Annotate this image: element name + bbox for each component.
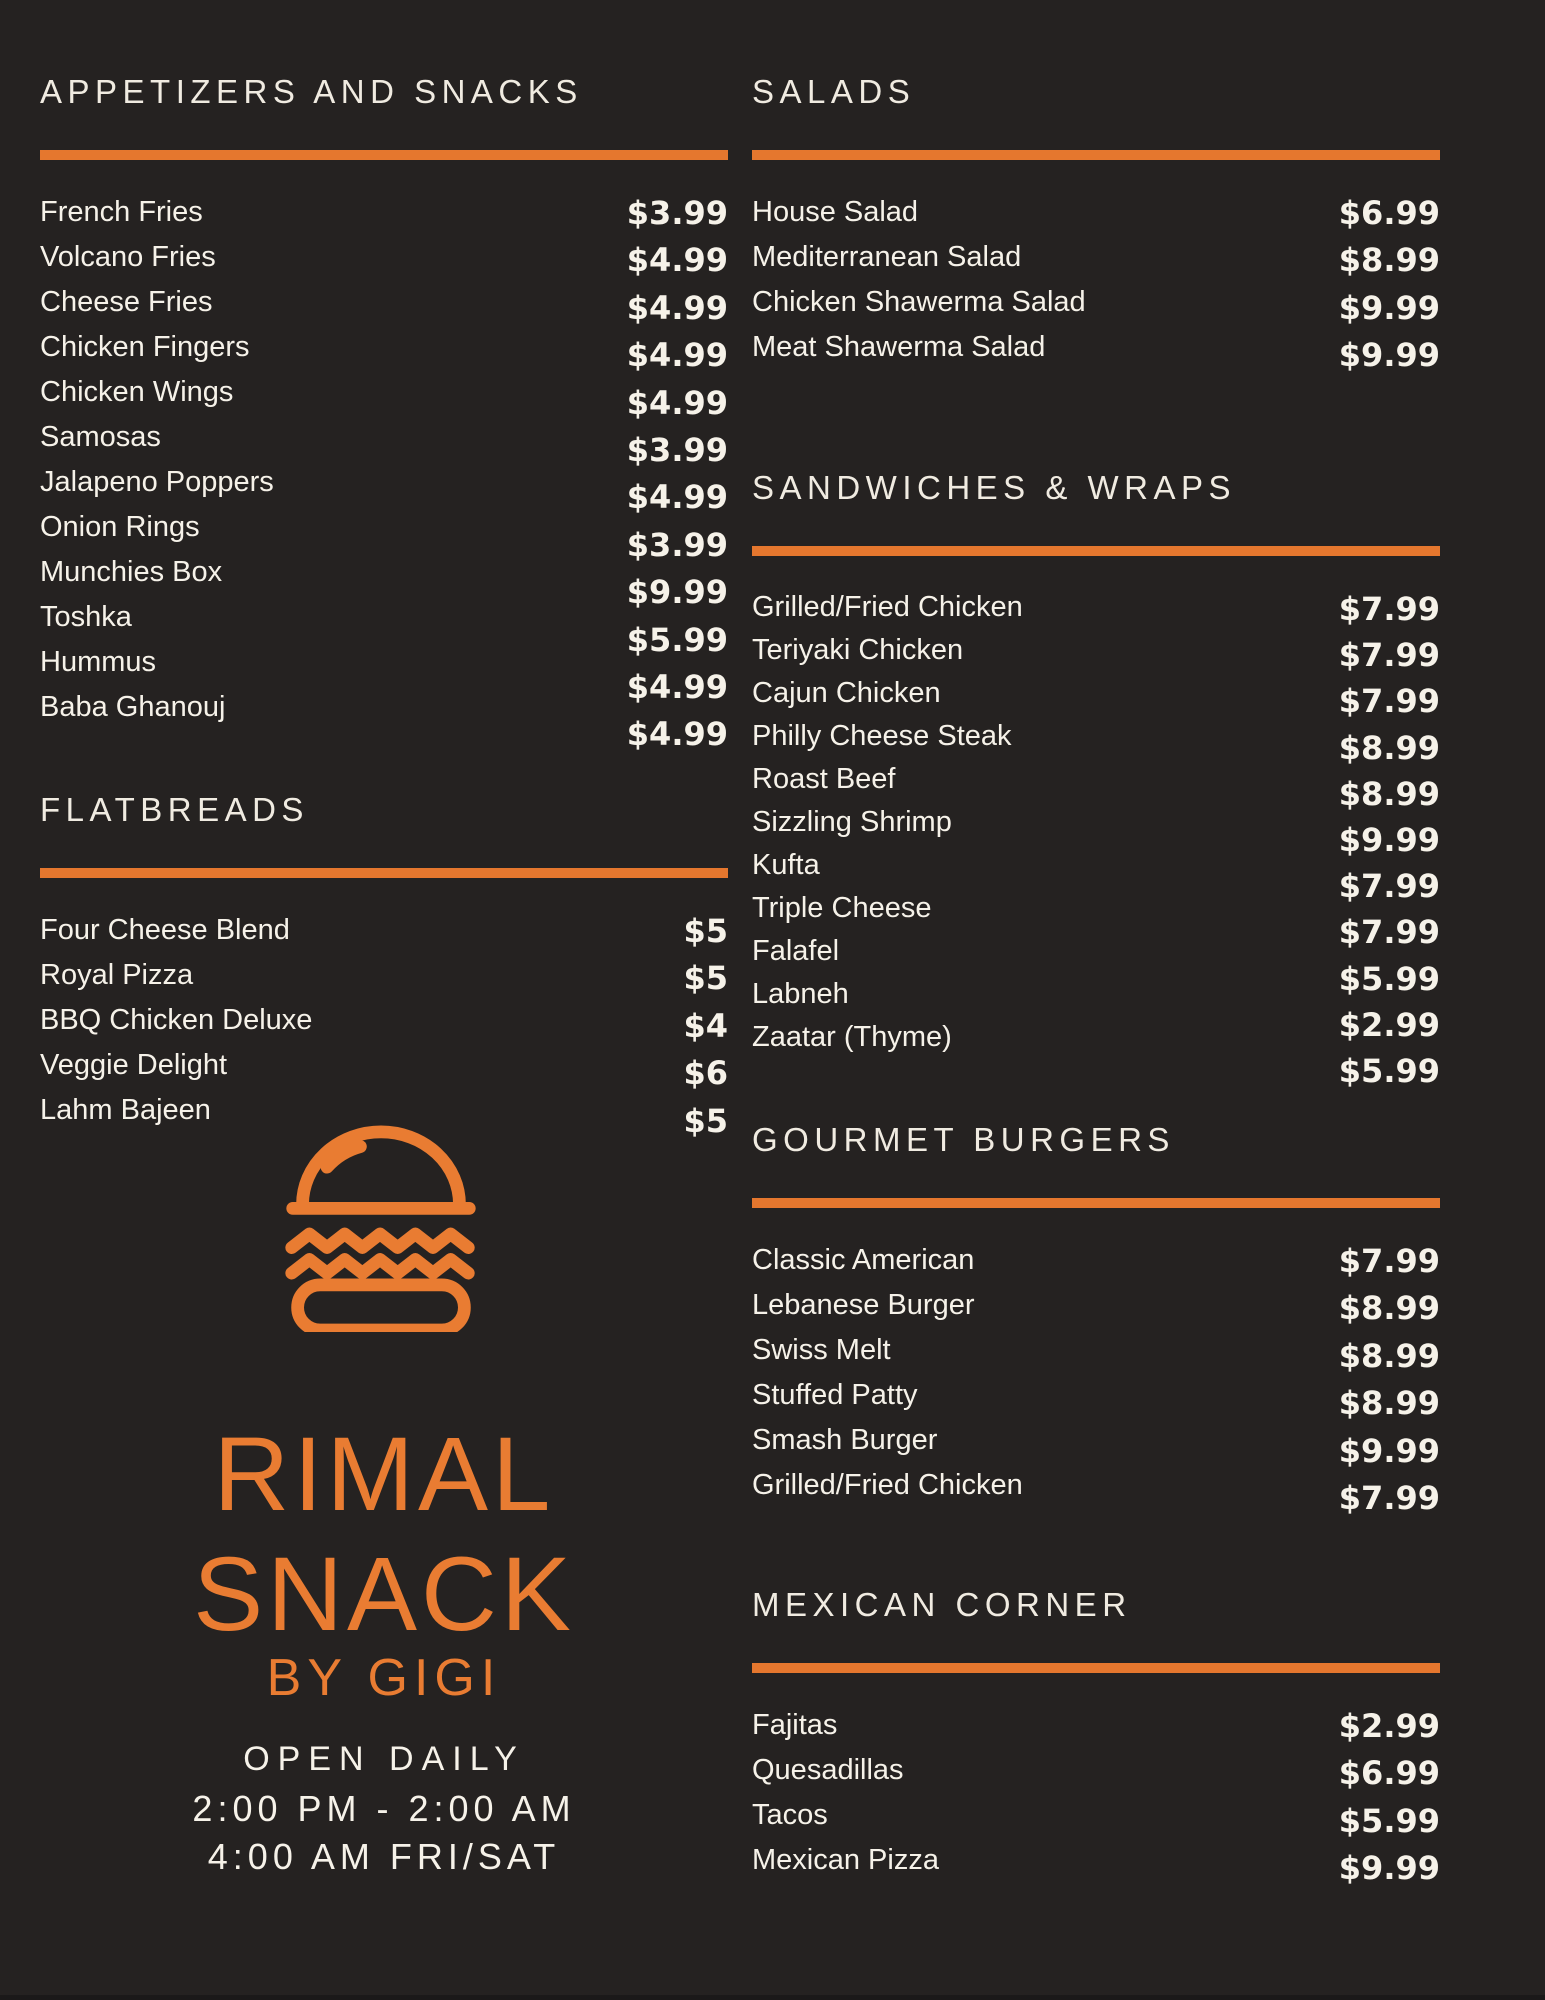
menu-item-name: Smash Burger xyxy=(752,1424,938,1456)
menu-item-price: $2.99 xyxy=(1338,1707,1440,1745)
section-title: APPETIZERS AND SNACKS xyxy=(40,73,583,110)
menu-item-price: $9.99 xyxy=(1338,1431,1440,1470)
page-bottom-edge xyxy=(0,1995,1545,2000)
menu-item-price: $8.99 xyxy=(1338,774,1440,813)
section-title: GOURMET BURGERS xyxy=(752,1121,1175,1158)
item-names xyxy=(752,586,1023,1059)
menu-item-name: Tacos xyxy=(752,1799,828,1831)
menu-item-name: Baba Ghanouj xyxy=(40,691,226,723)
menu-item-name: Teriyaki Chicken xyxy=(752,634,964,666)
item-prices xyxy=(1339,1703,1440,1893)
menu-item-price: $6.99 xyxy=(1338,194,1440,232)
menu-item-name: Meat Shawerma Salad xyxy=(752,331,1046,363)
logo-subtitle: BY GIGI xyxy=(266,1649,502,1707)
menu-item-price: $5.99 xyxy=(1338,1801,1440,1840)
menu-item-name: Labneh xyxy=(752,978,849,1010)
menu-item-price: $4.99 xyxy=(626,668,728,707)
menu-item-price: $4 xyxy=(683,1006,728,1045)
item-names xyxy=(752,190,1086,370)
menu-item-name: Toshka xyxy=(40,601,132,633)
menu-item-name: Chicken Wings xyxy=(40,376,234,408)
menu-item-name: Stuffed Patty xyxy=(752,1379,918,1411)
section-title: FLATBREADS xyxy=(40,791,309,828)
section-divider xyxy=(752,150,1440,160)
menu-item-name: Munchies Box xyxy=(40,556,223,588)
burger-icon xyxy=(278,1124,484,1332)
menu-item-price: $3.99 xyxy=(626,431,728,470)
section-title: SALADS xyxy=(752,73,916,110)
section-sandwiches xyxy=(752,468,1440,1091)
menu-item-price: $5 xyxy=(683,912,728,950)
item-prices xyxy=(627,190,728,759)
menu-item-name: Mediterranean Salad xyxy=(752,241,1022,273)
menu-item-price: $8.99 xyxy=(1338,1336,1440,1375)
menu-item-name: Royal Pizza xyxy=(40,959,194,991)
menu-item-price: $4.99 xyxy=(626,288,728,327)
section-appetizers xyxy=(40,72,728,754)
section-divider xyxy=(752,1663,1440,1673)
section-salads xyxy=(752,72,1440,375)
menu-item-name: Fajitas xyxy=(752,1709,838,1741)
menu-item-price: $7.99 xyxy=(1338,590,1440,628)
menu-item-name: Chicken Shawerma Salad xyxy=(752,286,1086,318)
hours-weekday: 2:00 PM - 2:00 AM xyxy=(192,1788,576,1829)
menu-item-name: Hummus xyxy=(40,646,157,678)
menu-item-price: $5.99 xyxy=(1338,1052,1440,1091)
menu-item-price: $8.99 xyxy=(1338,241,1440,280)
menu-item-price: $2.99 xyxy=(1338,1005,1440,1044)
menu-item-name: Quesadillas xyxy=(752,1754,904,1786)
item-names xyxy=(40,190,274,730)
menu-item-name: Cajun Chicken xyxy=(752,677,941,709)
menu-item-price: $9.99 xyxy=(1338,336,1440,375)
menu-item-price: $9.99 xyxy=(1338,1849,1440,1888)
section-divider xyxy=(40,150,728,160)
menu-item-name: Lebanese Burger xyxy=(752,1289,975,1321)
section-gourmet-burgers xyxy=(752,1120,1440,1518)
menu-item-name: Samosas xyxy=(40,421,161,453)
menu-item-price: $8.99 xyxy=(1338,1384,1440,1423)
menu-item-name: Triple Cheese xyxy=(752,892,932,924)
menu-item-price: $9.99 xyxy=(1338,821,1440,860)
menu-item-name: Chicken Fingers xyxy=(40,331,250,363)
menu-item-name: Roast Beef xyxy=(752,763,896,795)
section-title: MEXICAN CORNER xyxy=(752,1586,1132,1623)
menu-item-name: Classic American xyxy=(752,1244,975,1276)
item-prices xyxy=(1339,586,1440,1094)
menu-item-name: French Fries xyxy=(40,196,203,228)
hours-weekend: 4:00 AM FRI/SAT xyxy=(207,1836,561,1877)
menu-item-name: Four Cheese Blend xyxy=(40,914,290,946)
section-flatbreads xyxy=(40,790,728,1140)
menu-item-price: $6.99 xyxy=(1338,1754,1440,1793)
menu-item-name: Mexican Pizza xyxy=(752,1844,939,1876)
menu-item-price: $4.99 xyxy=(626,478,728,517)
menu-item-name: Falafel xyxy=(752,935,840,967)
menu-item-price: $3.99 xyxy=(626,525,728,564)
logo-rimal: RIMAL xyxy=(213,1416,555,1533)
item-names xyxy=(40,908,312,1133)
menu-item-price: $5 xyxy=(683,959,728,998)
menu-item-price: $7.99 xyxy=(1338,1479,1440,1518)
menu-item-name: Jalapeno Poppers xyxy=(40,466,274,498)
menu-item-price: $8.99 xyxy=(1338,728,1440,767)
menu-item-name: Swiss Melt xyxy=(752,1334,891,1366)
item-names xyxy=(752,1703,939,1883)
menu-item-name: Philly Cheese Steak xyxy=(752,720,1012,752)
menu-item-name: Veggie Delight xyxy=(40,1049,228,1081)
menu-item-price: $9.99 xyxy=(1338,288,1440,327)
menu-item-price: $7.99 xyxy=(1338,867,1440,906)
menu-item-price: $4.99 xyxy=(626,715,728,754)
menu-item-name: Sizzling Shrimp xyxy=(752,806,952,838)
menu-item-price: $5 xyxy=(683,1101,728,1140)
menu-item-price: $7.99 xyxy=(1338,913,1440,952)
hours-open-daily: OPEN DAILY xyxy=(243,1740,525,1778)
menu-item-name: Lahm Bajeen xyxy=(40,1094,211,1126)
menu-item-name: Kufta xyxy=(752,849,820,881)
menu-item-price: $3.99 xyxy=(626,194,728,232)
section-divider xyxy=(40,868,728,878)
logo-snack: SNACK xyxy=(193,1536,575,1653)
menu-item-price: $4.99 xyxy=(626,336,728,375)
item-names xyxy=(752,1238,1023,1508)
menu-item-price: $7.99 xyxy=(1338,1242,1440,1280)
menu-item-price: $4.99 xyxy=(626,241,728,280)
menu-item-name: Grilled/Fried Chicken xyxy=(752,1469,1023,1501)
menu-item-name: Volcano Fries xyxy=(40,241,216,273)
menu-item-name: Onion Rings xyxy=(40,511,200,543)
menu-item-price: $4.99 xyxy=(626,383,728,422)
section-divider xyxy=(752,546,1440,556)
section-title: SANDWICHES & WRAPS xyxy=(752,469,1237,506)
menu-item-price: $5.99 xyxy=(1338,959,1440,998)
menu-item-price: $5.99 xyxy=(626,620,728,659)
item-prices xyxy=(1339,1238,1440,1522)
menu-item-price: $8.99 xyxy=(1338,1289,1440,1328)
menu-item-price: $7.99 xyxy=(1338,682,1440,721)
menu-item-name: Cheese Fries xyxy=(40,286,213,318)
item-prices xyxy=(683,908,728,1145)
menu-item-name: House Salad xyxy=(752,196,919,228)
menu-item-name: Grilled/Fried Chicken xyxy=(752,591,1023,623)
menu-item-price: $9.99 xyxy=(626,573,728,612)
menu-item-price: $7.99 xyxy=(1338,636,1440,675)
section-divider xyxy=(752,1198,1440,1208)
menu-item-name: BBQ Chicken Deluxe xyxy=(40,1004,313,1036)
section-mexican-corner xyxy=(752,1585,1440,1888)
menu-item-name: Zaatar (Thyme) xyxy=(752,1021,952,1053)
item-prices xyxy=(1339,190,1440,380)
menu-item-price: $6 xyxy=(683,1054,728,1093)
